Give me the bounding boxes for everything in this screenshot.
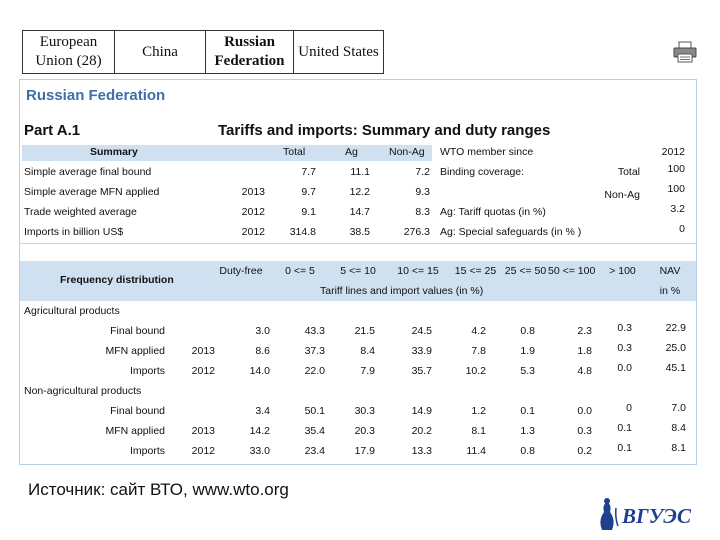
frequency-cell-value: 0.3 xyxy=(577,425,592,437)
frequency-cell-value: 8.6 xyxy=(255,345,270,357)
summary-total-value: 9.7 xyxy=(301,186,316,198)
summary-header-total: Total xyxy=(283,146,306,158)
summary-header-ag: Ag xyxy=(345,146,358,158)
summary-row-year: 2012 xyxy=(241,226,265,238)
summary-row-label: Trade weighted average xyxy=(24,206,137,218)
frequency-subheader: Tariff lines and import values (in %) xyxy=(320,285,484,297)
frequency-cell-value: 33.0 xyxy=(249,445,270,457)
tariff-profile-panel xyxy=(19,79,697,465)
summary-header: Summary xyxy=(90,146,138,158)
frequency-cell-value: 8.4 xyxy=(360,345,375,357)
frequency-cell-value: 13.3 xyxy=(411,445,432,457)
country-tabs xyxy=(22,30,384,74)
frequency-cell-value: 7.0 xyxy=(671,402,686,414)
summary-right-label: Binding coverage: xyxy=(440,166,525,178)
frequency-cell-value: 1.9 xyxy=(520,345,535,357)
frequency-cell-value: 20.2 xyxy=(411,425,432,437)
frequency-cell-value: 45.1 xyxy=(665,362,686,374)
summary-right-label: Ag: Special safeguards (in % ) xyxy=(440,226,582,238)
frequency-cell-value: 2.3 xyxy=(577,325,592,337)
frequency-cell-value: 1.8 xyxy=(577,345,592,357)
summary-total-value: 314.8 xyxy=(289,226,316,238)
frequency-col-header: > 100 xyxy=(609,265,636,277)
frequency-col-header: Duty-free xyxy=(219,265,263,277)
section-title: Tariffs and imports: Summary and duty ranges xyxy=(218,122,551,139)
country-title: Russian Federation xyxy=(26,87,166,104)
tab-china[interactable]: China xyxy=(115,30,206,74)
summary-row-label: Imports in billion US$ xyxy=(24,226,124,238)
frequency-cell-value: 50.1 xyxy=(304,405,325,417)
frequency-cell-value: 0.3 xyxy=(617,342,632,354)
summary-ag-value: 38.5 xyxy=(349,226,370,238)
frequency-col-header: 50 <= 100 xyxy=(548,265,596,277)
frequency-cell-value: 0.1 xyxy=(520,405,535,417)
frequency-cell-value: 7.9 xyxy=(360,365,375,377)
summary-total-value: 9.1 xyxy=(301,206,316,218)
frequency-cell-value: 43.3 xyxy=(304,325,325,337)
frequency-cell-value: 21.5 xyxy=(354,325,375,337)
frequency-row-label: Final bound xyxy=(110,405,165,417)
frequency-cell-value: 22.0 xyxy=(304,365,325,377)
summary-total-value: 7.7 xyxy=(301,166,316,178)
summary-right-label: Ag: Tariff quotas (in %) xyxy=(440,206,546,218)
frequency-row-year: 2013 xyxy=(191,425,215,437)
frequency-cell-value: 0.1 xyxy=(617,442,632,454)
summary-nonag-value: 9.3 xyxy=(415,186,430,198)
frequency-row-year: 2013 xyxy=(191,345,215,357)
summary-ag-value: 12.2 xyxy=(349,186,370,198)
frequency-cell-value: 0.1 xyxy=(617,422,632,434)
frequency-cell-value: 1.3 xyxy=(520,425,535,437)
frequency-cell-value: 8.1 xyxy=(471,425,486,437)
frequency-col-header: 15 <= 25 xyxy=(454,265,497,277)
summary-nonag-value: 7.2 xyxy=(415,166,430,178)
frequency-row-label: Imports xyxy=(129,445,165,457)
summary-row-year: 2012 xyxy=(241,206,265,218)
frequency-cell-value: 37.3 xyxy=(304,345,325,357)
frequency-row-label: Imports xyxy=(129,365,165,377)
frequency-cell-value: 23.4 xyxy=(304,445,325,457)
frequency-cell-value: 11.4 xyxy=(466,445,486,457)
frequency-cell-value: 35.4 xyxy=(304,425,325,437)
frequency-row-year: 2012 xyxy=(191,365,215,377)
frequency-title: Frequency distribution xyxy=(60,274,174,286)
tab-european-union[interactable]: European Union (28) xyxy=(22,30,115,74)
frequency-cell-value: 33.9 xyxy=(411,345,432,357)
summary-ag-value: 14.7 xyxy=(349,206,370,218)
frequency-col-header: 10 <= 15 xyxy=(397,265,439,277)
part-label: Part A.1 xyxy=(24,122,81,139)
summary-right-value: 100 xyxy=(667,183,685,195)
frequency-cell-value: 0 xyxy=(626,402,632,414)
svg-text:ВГУЭС: ВГУЭС xyxy=(622,504,691,528)
frequency-cell-value: 25.0 xyxy=(665,342,686,354)
frequency-col-header: 25 <= 50 xyxy=(504,265,547,277)
frequency-row-label: MFN applied xyxy=(105,425,165,437)
frequency-cell-value: 4.2 xyxy=(471,325,486,337)
wto-member-year: 2012 xyxy=(661,146,685,158)
frequency-cell-value: 8.4 xyxy=(671,422,686,434)
printer-icon[interactable] xyxy=(672,41,698,63)
source-caption: Источник: сайт ВТО, www.wto.org xyxy=(28,480,289,499)
summary-right-value: 0 xyxy=(679,223,685,235)
frequency-cell-value: 7.8 xyxy=(471,345,486,357)
frequency-cell-value: 3.4 xyxy=(255,405,270,417)
summary-header-bar xyxy=(22,145,432,161)
frequency-cell-value: 14.0 xyxy=(249,365,270,377)
frequency-cell-value: 3.0 xyxy=(255,325,270,337)
frequency-col-header: 0 <= 5 xyxy=(285,265,315,277)
frequency-cell-value: 8.1 xyxy=(671,442,686,454)
frequency-cell-value: 1.2 xyxy=(471,405,486,417)
summary-right-sub: Total xyxy=(617,166,640,178)
frequency-cell-value: 14.2 xyxy=(249,425,270,437)
divider xyxy=(20,243,696,244)
summary-nonag-value: 8.3 xyxy=(415,206,430,218)
frequency-cell-value: 0.0 xyxy=(577,405,592,417)
nav-unit-label: in % xyxy=(659,285,681,297)
tab-united-states[interactable]: United States xyxy=(294,30,384,74)
university-logo xyxy=(592,496,702,536)
frequency-col-header: NAV xyxy=(659,265,681,277)
frequency-cell-value: 24.5 xyxy=(411,325,432,337)
frequency-cell-value: 0.8 xyxy=(520,325,535,337)
product-group-label: Non-agricultural products xyxy=(24,385,142,397)
summary-nonag-value: 276.3 xyxy=(403,226,430,238)
frequency-col-header: 5 <= 10 xyxy=(340,265,376,277)
frequency-cell-value: 4.8 xyxy=(577,365,592,377)
wto-member-label: WTO member since xyxy=(440,146,534,158)
summary-ag-value: 11.1 xyxy=(350,166,370,178)
summary-header-nonag: Non-Ag xyxy=(389,146,425,158)
summary-right-value: 100 xyxy=(667,163,685,175)
frequency-cell-value: 14.9 xyxy=(411,405,432,417)
summary-right-sub: Non-Ag xyxy=(604,189,640,201)
summary-row-label: Simple average MFN applied xyxy=(24,186,160,198)
frequency-cell-value: 5.3 xyxy=(520,365,535,377)
frequency-row-label: MFN applied xyxy=(105,345,165,357)
tab-russian-federation[interactable]: Russian Federation xyxy=(206,30,294,74)
frequency-cell-value: 35.7 xyxy=(411,365,432,377)
summary-row-year: 2013 xyxy=(241,186,265,198)
frequency-cell-value: 10.2 xyxy=(465,365,486,377)
frequency-cell-value: 20.3 xyxy=(354,425,375,437)
frequency-cell-value: 0.8 xyxy=(520,445,535,457)
frequency-row-label: Final bound xyxy=(110,325,165,337)
frequency-cell-value: 30.3 xyxy=(354,405,375,417)
product-group-label: Agricultural products xyxy=(24,305,120,317)
frequency-cell-value: 0.2 xyxy=(577,445,592,457)
frequency-cell-value: 22.9 xyxy=(665,322,686,334)
frequency-cell-value: 0.0 xyxy=(617,362,632,374)
frequency-row-year: 2012 xyxy=(191,445,215,457)
summary-row-label: Simple average final bound xyxy=(24,166,152,178)
summary-right-value: 3.2 xyxy=(670,203,685,215)
frequency-cell-value: 0.3 xyxy=(617,322,632,334)
frequency-cell-value: 17.9 xyxy=(354,445,375,457)
